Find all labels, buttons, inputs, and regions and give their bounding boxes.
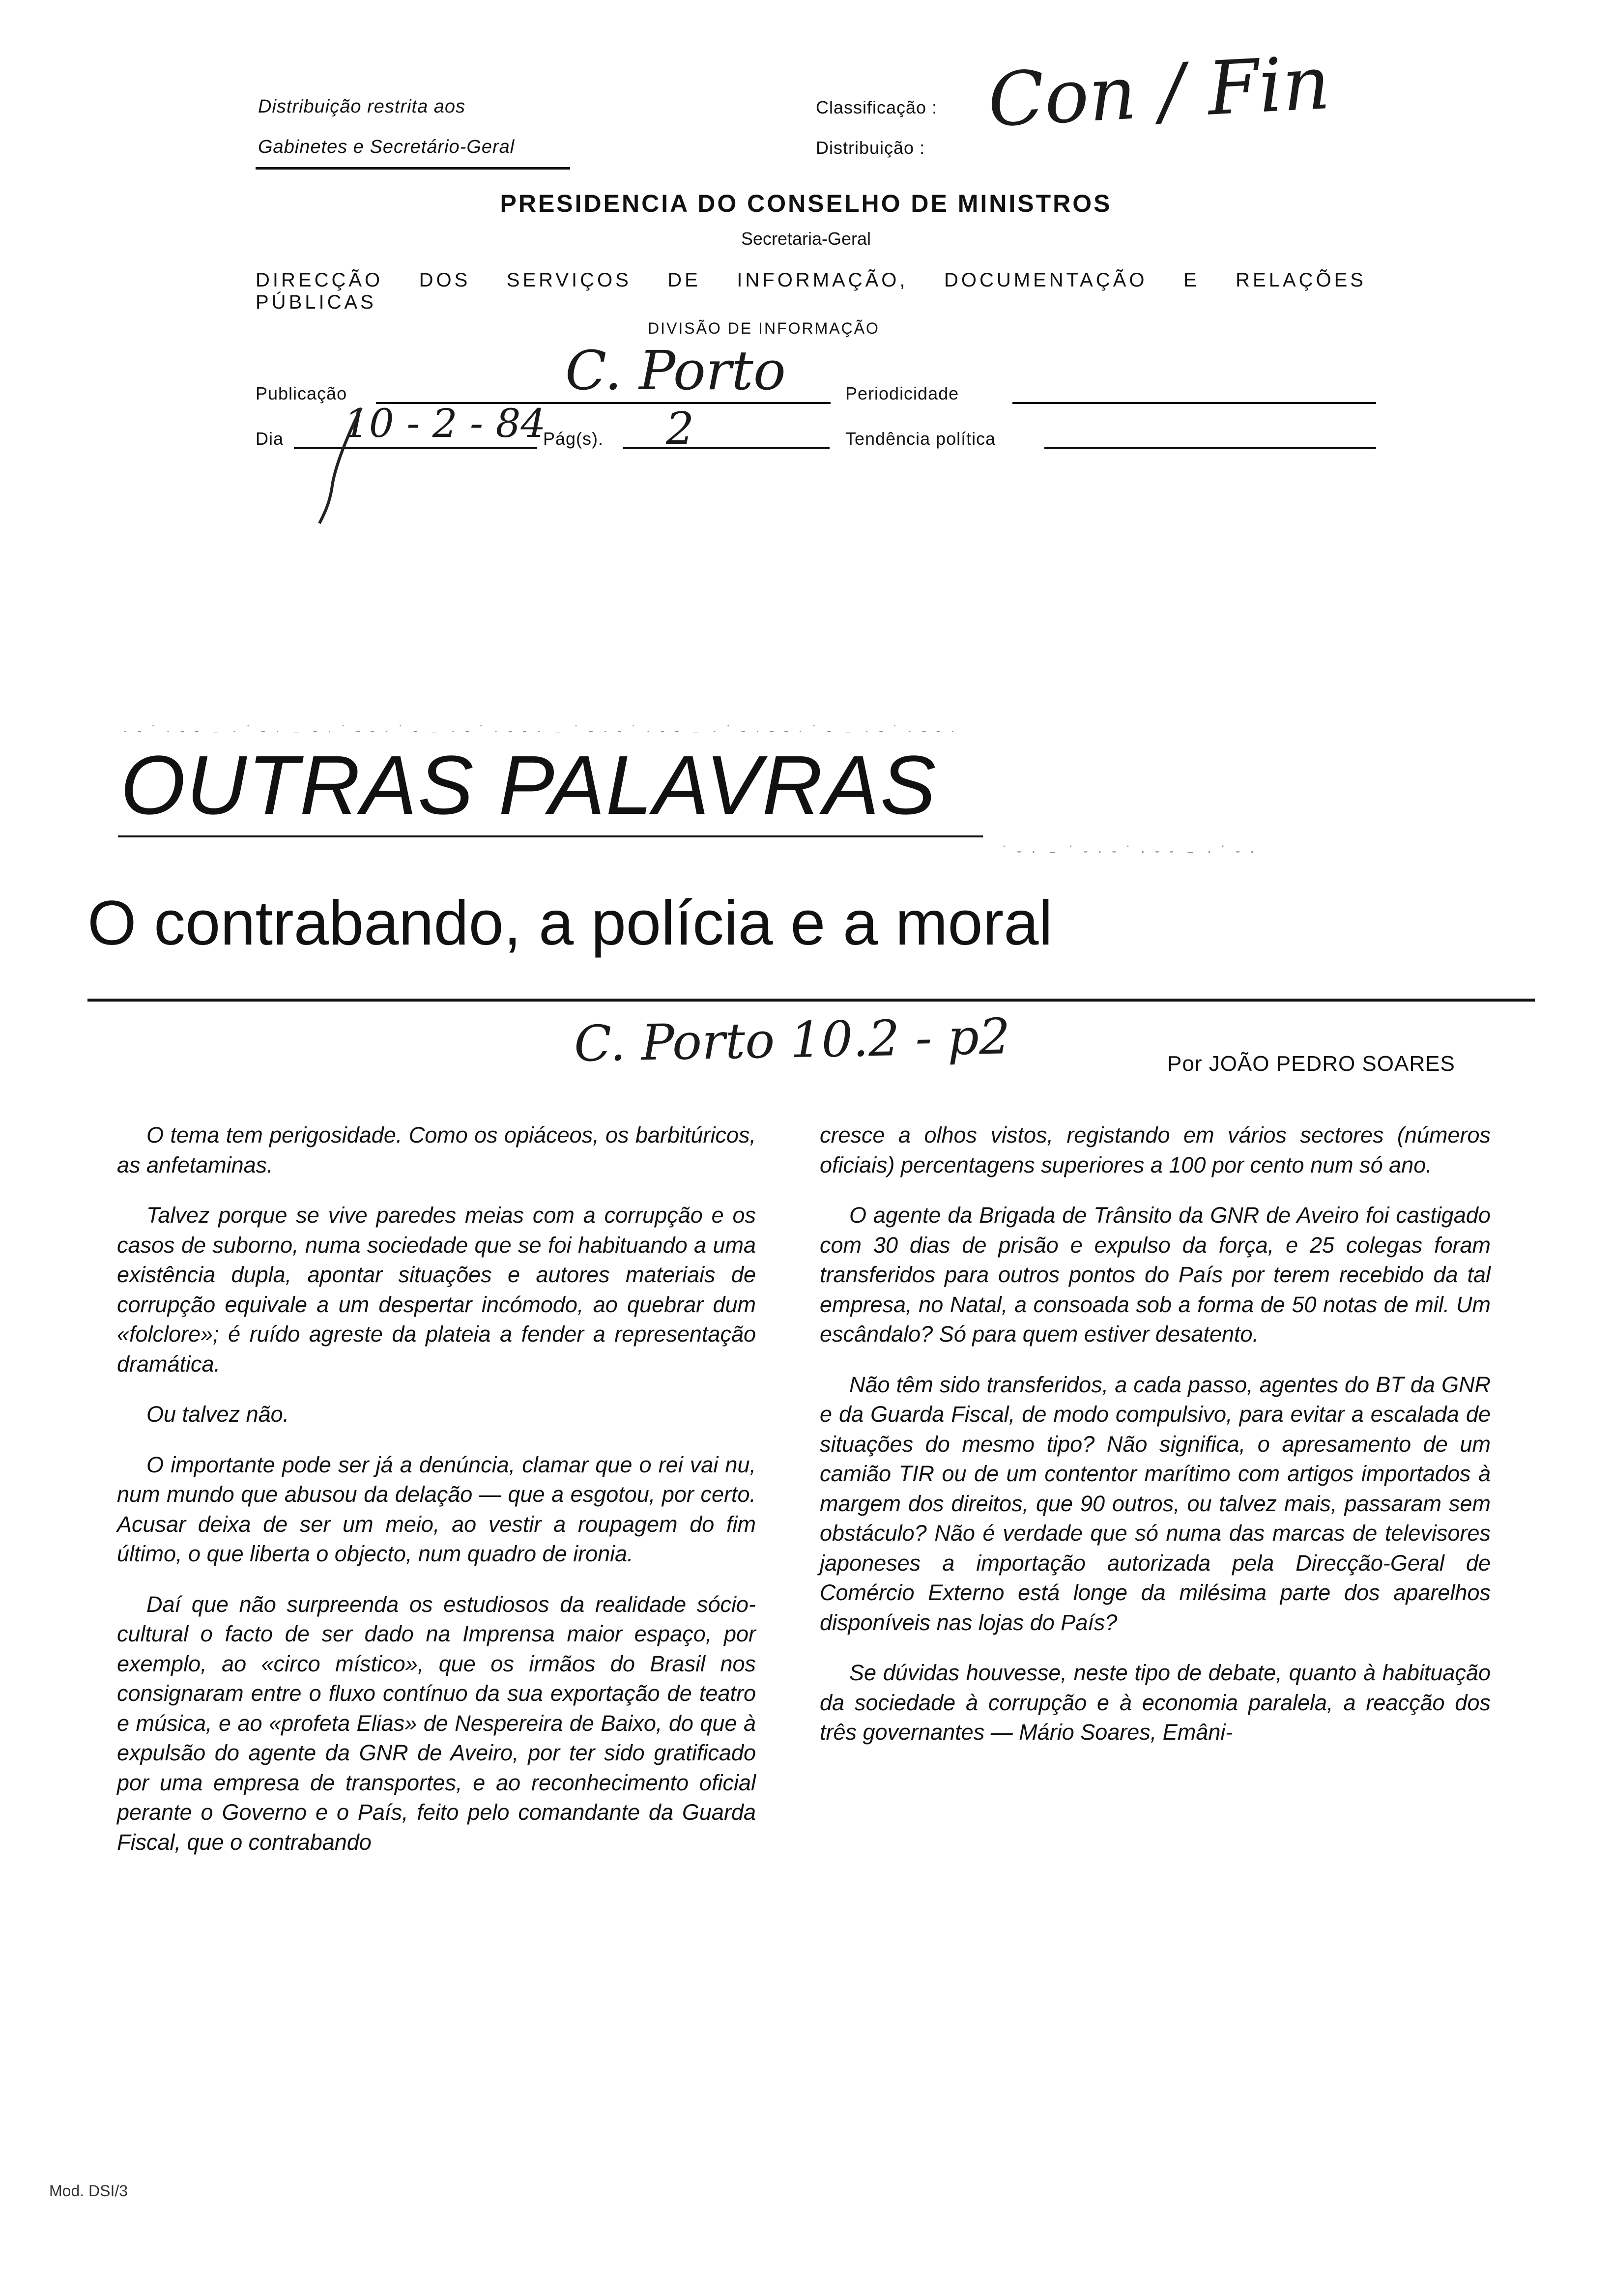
col2-paragraph-4: Se dúvidas houvesse, neste tipo de debate, quanto à habituação da sociedade à corrupção e à economia paralela, a reacção dos três governantes — Mário Soares, Emâni- [820, 1660, 1491, 1745]
col1-paragraph-2: Talvez porque se vive paredes meias com a corrupção e os casos de suborno, numa sociedade que se foi habituando a uma existência dupla, apontar situações e autores materiais de corrupção equivale a um despertar incómodo, ao quebrar dum «folclore»; é ruído agreste da plateia a fender a representação dramática. [117, 1203, 756, 1377]
distribution-line-1: Distribuição restrita aos [258, 96, 466, 117]
scan-noise-right: ˙ ‐ · ﹣ ˙ ‐ · ‐ ˙ · ‐ ‐ ﹣ · ˙ ‐ · [1003, 843, 1258, 859]
pags-label: Pág(s). [543, 429, 604, 449]
col2-paragraph-3: Não têm sido transferidos, a cada passo, agentes do BT da GNR e da Guarda Fiscal, de modo compulsivo, para evitar a escalada de situações do mesmo tipo? Não significa, o apresamento de um camião TIR ou de um contentor marítimo com artigos importados à margem dos direitos, que 90 outros, ou talvez mais, passaram sem obstáculo? Não é verdade que só numa das marcas de televisores japoneses a importação autorizada pela Direcção-Geral de Comércio Externo está longe da milésima parte dos aparelhos disponíveis nas lojas do País? [820, 1372, 1491, 1635]
col1-paragraph-3: Ou talvez não. [146, 1402, 289, 1427]
scan-noise-top: · ‐ ˙ · ‐ ‐ ﹣ · ˙ ‐ · ﹣ ‐ · ˙ ‐ ‐ · ˙ ‐ ﹣ · ‐ ˙ · ‐ ‐ · ﹣ ˙ ‐ · ‐ ˙ · ‐ ‐ ﹣ · ˙ ‐ · ‐ ‐ · ˙ ‐ ﹣ · ‐ ˙ · ‐ ‐ · [123, 723, 958, 738]
source-handwritten-note: C. Porto 10.2 - p2 [574, 1007, 1011, 1073]
periodicidade-label: Periodicidade [845, 383, 959, 403]
col2-paragraph-1: cresce a olhos vistos, registando em vários sectores (números oficiais) percentagens superiores a 100 por cento num só ano. [820, 1122, 1491, 1177]
classificacao-label: Classificação : [816, 97, 938, 117]
division: DIVISÃO DE INFORMAÇÃO [648, 319, 880, 337]
pags-handwritten: 2 [666, 403, 694, 455]
tendencia-label: Tendência política [845, 429, 996, 449]
dia-label: Dia [256, 429, 284, 449]
article-column-1 [117, 1120, 756, 1878]
section-title: OUTRAS PALAVRAS [120, 739, 937, 832]
col1-paragraph-4: O importante pode ser já a denúncia, clamar que o rei vai nu, num mundo que abusou da delação — que a esgotou, por certo. Acusar deixa de ser um meio, ao vestir a roupagem do fim último, o que liberta o objecto, num quadro de ironia. [117, 1452, 756, 1566]
pags-field-line [623, 447, 830, 449]
section-title-underline [118, 835, 983, 837]
dia-handwritten: 10 - 2 - 84 [344, 401, 546, 446]
article-column-2 [820, 1120, 1491, 1768]
tendencia-field-line [1044, 447, 1376, 449]
publicacao-label: Publicação [256, 383, 347, 403]
distribution-underline [256, 167, 570, 170]
form-code: Mod. DSI/3 [49, 2182, 128, 2200]
distribution-line-2: Gabinetes e Secretário-Geral [258, 137, 515, 157]
directorate: DIRECÇÃO DOS SERVIÇOS DE INFORMAÇÃO, DOCUMENTAÇÃO E RELAÇÕES PÚBLICAS [256, 269, 1366, 313]
distribuicao-label: Distribuição : [816, 138, 925, 158]
col2-paragraph-2: O agente da Brigada de Trânsito da GNR de Aveiro foi castigado com 30 dias de prisão e expulso da força, e 25 colegas foram transferidos para outros pontos do País por terem recebido da tal empresa, no Natal, a consoada sob a forma de 50 notas de mil. Um escândalo? Só para quem estiver desatento. [820, 1203, 1491, 1347]
org-subtitle: Secretaria-Geral [741, 229, 871, 249]
col1-paragraph-5: Daí que não surpreenda os estudiosos da realidade sócio-cultural o facto de ser dado na Imprensa maior espaço, por exemplo, ao «circo místico», que os irmãos do Brasil nos consignaram entre o fluxo contínuo da sua exportação de teatro e música, e ao «profeta Elias» de Nespereira de Baixo, do que à expulsão do agente da GNR de Aveiro, por ter sido gratificado por uma empresa de transportes, e ao reconhecimento oficial perante o Governo e o País, feito pelo comandante da Guarda Fiscal, que o contrabando [117, 1591, 756, 1855]
org-title: PRESIDENCIA DO CONSELHO DE MINISTROS [500, 190, 1112, 217]
headline: O contrabando, a polícia e a moral [87, 888, 1053, 958]
byline: Por JOÃO PEDRO SOARES [1167, 1052, 1455, 1076]
headline-rule [87, 999, 1535, 1002]
handwritten-stroke-mark [315, 403, 374, 526]
classificacao-handwritten: Con / Fin [985, 40, 1332, 144]
publicacao-handwritten: C. Porto [565, 339, 786, 402]
col1-paragraph-1: O tema tem perigosidade. Como os opiáceos, os barbitúricos, as anfetaminas. [117, 1122, 756, 1177]
periodicidade-field-line [1012, 402, 1376, 404]
